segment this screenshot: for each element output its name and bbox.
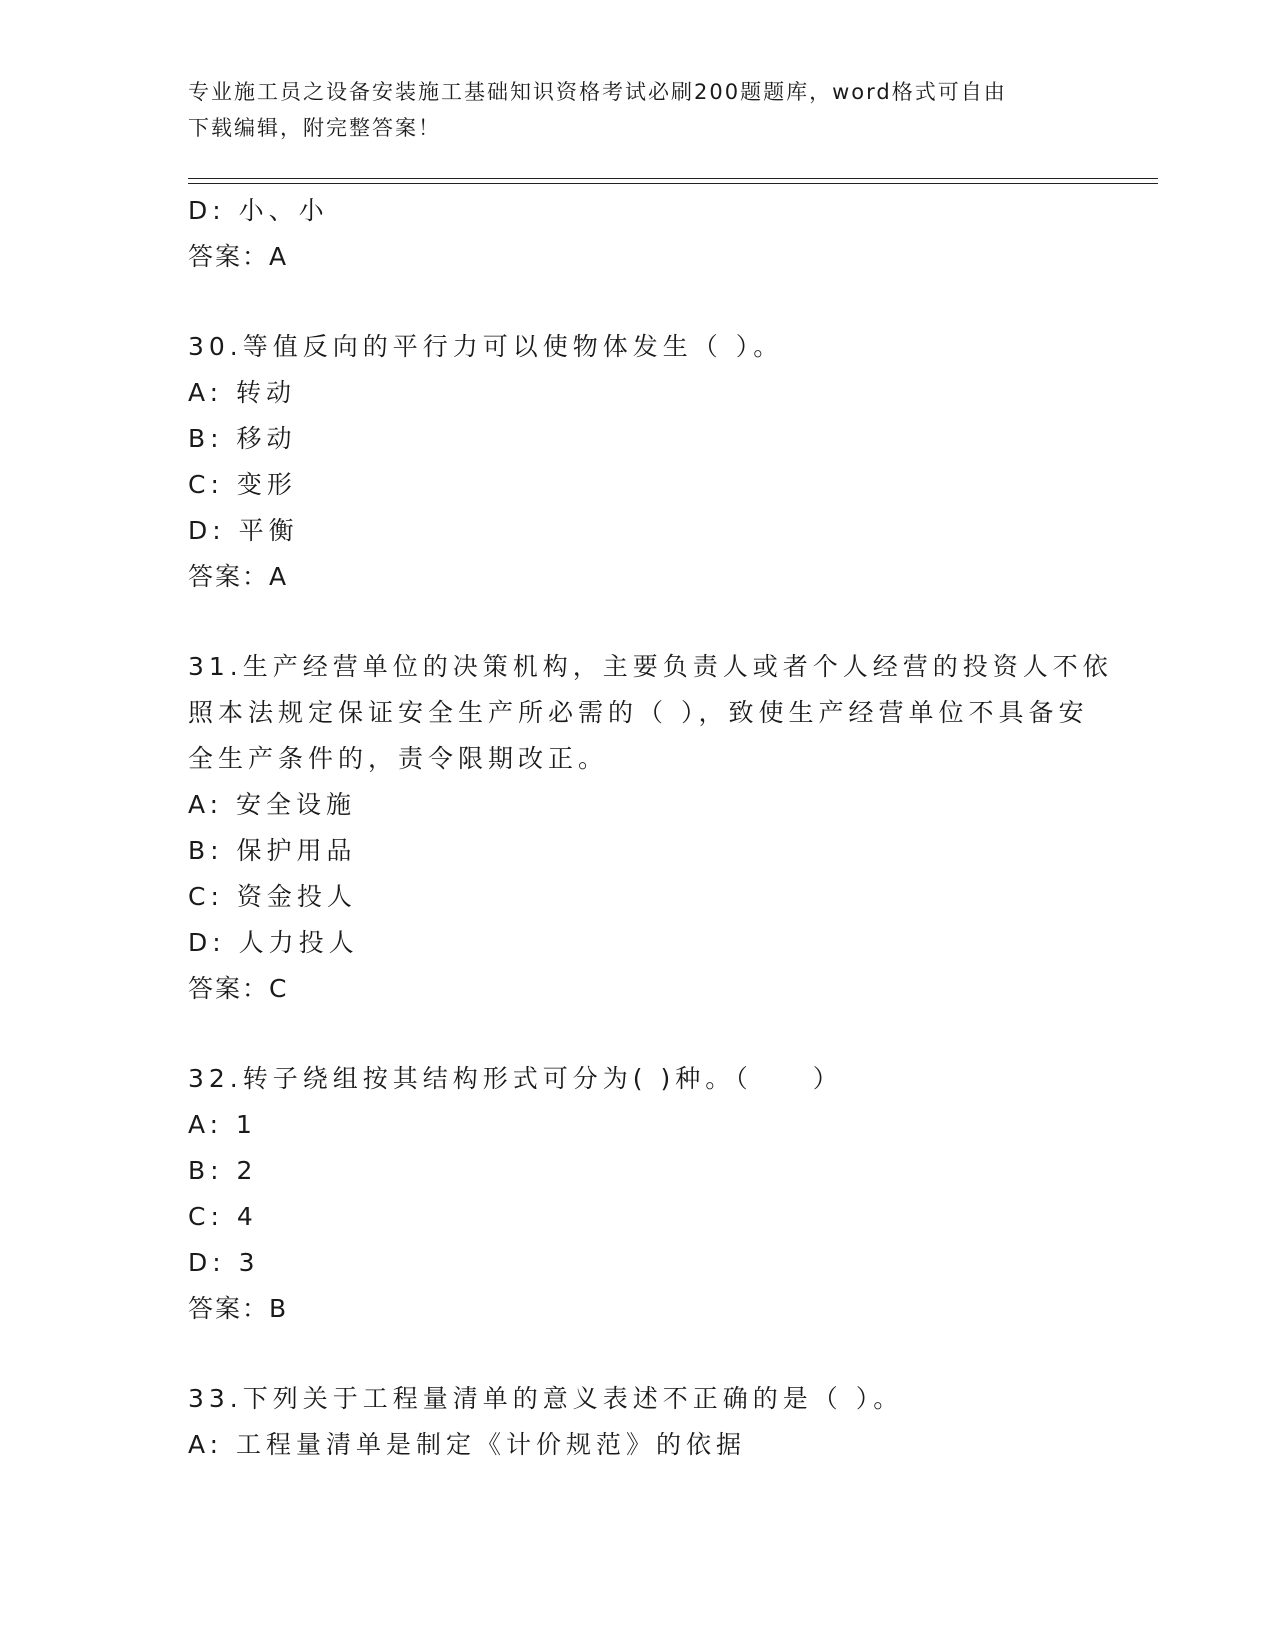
- question-stem: 30.等值反向的平行力可以使物体发生（ ）。: [188, 332, 784, 361]
- spacer: [188, 280, 1088, 324]
- document-header: [188, 74, 1068, 146]
- spacer: [188, 600, 1088, 644]
- question-33: [188, 1376, 1088, 1468]
- option-a: A: 1: [188, 1110, 257, 1139]
- question-stem-line-1: 31.生产经营单位的决策机构，主要负责人或者个人经营的投资人不依: [188, 652, 1113, 681]
- question-30: [188, 324, 1088, 600]
- spacer: [188, 1012, 1088, 1056]
- header-title-line-2: 下载编辑，附完整答案！: [188, 116, 441, 140]
- option-b: B: 保护用品: [188, 836, 357, 865]
- question-stem: 33.下列关于工程量清单的意义表述不正确的是（ ）。: [188, 1384, 904, 1413]
- question-31: [188, 644, 1113, 1012]
- prev-question-tail: [188, 188, 1088, 280]
- option-b: B: 移动: [188, 424, 297, 453]
- option-d: D: 人力投人: [188, 928, 359, 957]
- option-a: A: 安全设施: [188, 790, 357, 819]
- question-stem: 32.转子绕组按其结构形式可分为( )种。（ ）: [188, 1064, 843, 1093]
- question-stem-line-2: 照本法规定保证安全生产所必需的（ ），致使生产经营单位不具备安: [188, 698, 1089, 727]
- document-body: [188, 188, 1113, 1468]
- option-c: C: 4: [188, 1202, 258, 1231]
- option-c: C: 资金投人: [188, 882, 357, 911]
- header-divider-bottom: [188, 183, 1158, 184]
- answer: 答案：C: [188, 974, 289, 1003]
- answer: 答案：B: [188, 1294, 289, 1323]
- option-d: D: 小、小: [188, 196, 329, 225]
- spacer: [188, 1332, 1088, 1376]
- option-a: A: 转动: [188, 378, 297, 407]
- option-d: D: 3: [188, 1248, 260, 1277]
- option-c: C: 变形: [188, 470, 297, 499]
- question-32: [188, 1056, 1088, 1332]
- option-a: A: 工程量清单是制定《计价规范》的依据: [188, 1430, 747, 1459]
- option-b: B: 2: [188, 1156, 258, 1185]
- option-d: D: 平衡: [188, 516, 299, 545]
- header-divider-top: [188, 178, 1158, 179]
- answer: 答案：A: [188, 242, 289, 271]
- answer: 答案：A: [188, 562, 289, 591]
- question-stem-line-3: 全生产条件的，责令限期改正。: [188, 744, 609, 773]
- header-title-line-1: 专业施工员之设备安装施工基础知识资格考试必刷200题题库，word格式可自由: [188, 80, 1007, 104]
